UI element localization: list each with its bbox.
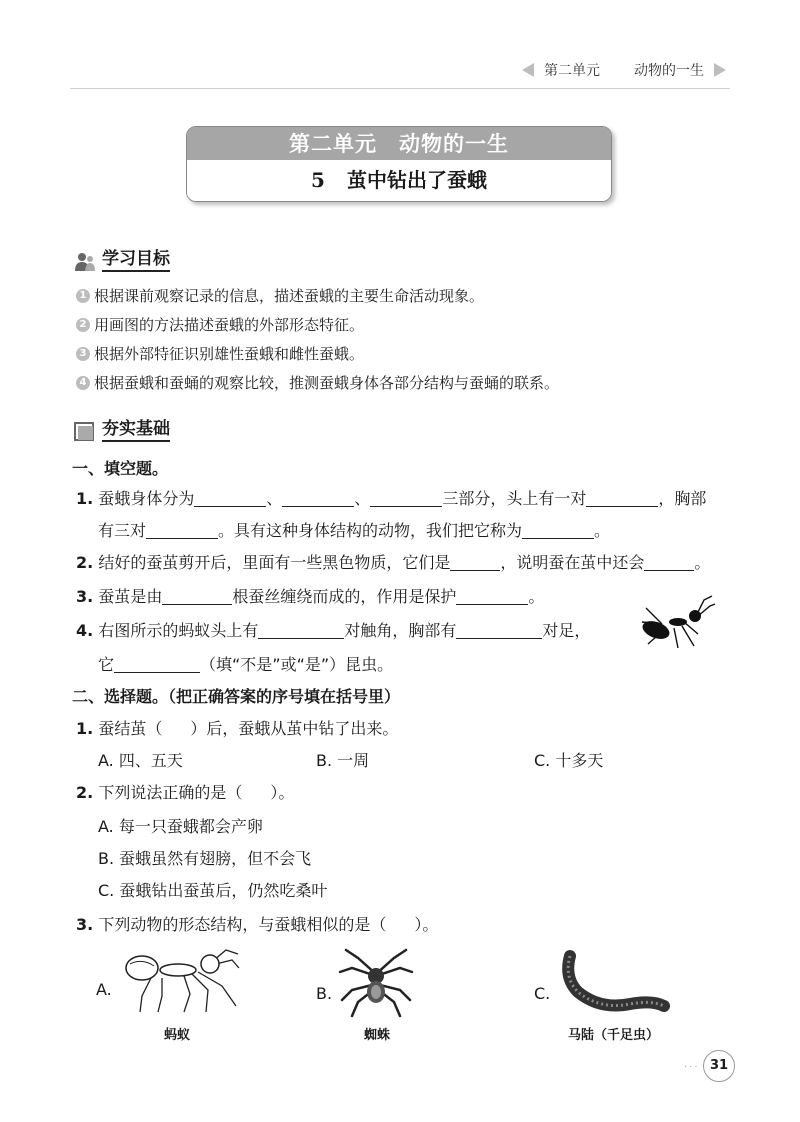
spider-image[interactable]	[338, 944, 414, 1020]
ant-caption: 蚂蚁	[164, 1028, 191, 1043]
image-option-a-letter[interactable]: A.	[96, 980, 112, 999]
ant-illustration	[638, 594, 716, 654]
answer-blank[interactable]	[586, 490, 658, 507]
objective-text: 根据蚕蛾和蚕蛹的观察比较，推测蚕蛾身体各部分结构与蚕蛹的联系。	[94, 374, 560, 392]
book-icon	[74, 422, 96, 442]
left-triangle-icon	[522, 63, 534, 77]
lesson-name: 茧中钻出了蚕蛾	[346, 168, 487, 192]
answer-blank[interactable]	[258, 622, 344, 639]
fill-question-1-cont: 有三对 。具有这种身体结构的动物，我们把它称为 。	[98, 521, 611, 540]
choice-question-2: 2. 下列说法正确的是（ ）。	[76, 783, 295, 802]
option-c[interactable]: C. 十多天	[534, 751, 604, 770]
option-c[interactable]: C. 蚕蛾钻出蚕茧后，仍然吃桑叶	[98, 881, 328, 900]
decorative-dots: ···	[684, 1062, 700, 1073]
unit-title: 第二单元 动物的一生	[187, 127, 611, 160]
objectives-label: 学习目标	[102, 244, 170, 272]
answer-blank[interactable]	[644, 554, 694, 571]
answer-blank[interactable]	[456, 622, 542, 639]
ant-image[interactable]	[122, 946, 240, 1016]
right-triangle-icon	[714, 63, 726, 77]
answer-blank[interactable]	[370, 490, 442, 507]
lesson-title	[187, 160, 611, 201]
number-badge: 1	[76, 289, 90, 303]
fill-question-2: 2. 结好的蚕茧剪开后，里面有一些黑色物质，它们是 ，说明蚕在茧中还会 。	[76, 553, 711, 572]
objective-item	[76, 372, 559, 393]
number-badge: 3	[76, 347, 90, 361]
objective-text: 根据课前观察记录的信息，描述蚕蛾的主要生命活动现象。	[94, 287, 485, 305]
choice-question-3: 3. 下列动物的形态结构，与蚕蛾相似的是（ ）。	[76, 915, 439, 934]
header-rule	[70, 88, 730, 89]
answer-blank[interactable]	[194, 490, 266, 507]
image-option-b-letter[interactable]: B.	[316, 984, 333, 1003]
objective-text: 根据外部特征识别雄性蚕蛾和雌性蚕蛾。	[94, 345, 365, 363]
number-badge: 4	[76, 376, 90, 390]
answer-blank[interactable]	[282, 490, 354, 507]
choice-question-1: 1. 蚕结茧（ ）后，蚕蛾从茧中钻了出来。	[76, 719, 399, 738]
objective-item	[76, 314, 364, 335]
answer-blank[interactable]	[456, 588, 528, 605]
option-b[interactable]: B. 一周	[316, 751, 370, 770]
millipede-caption: 马陆（千足虫）	[568, 1028, 660, 1043]
objectives-heading	[74, 244, 170, 272]
people-icon	[74, 252, 96, 272]
answer-blank[interactable]	[146, 522, 218, 539]
lesson-number: 5	[311, 168, 325, 192]
part2-heading: 二、选择题。（把正确答案的序号填在括号里）	[72, 687, 401, 706]
header-topic: 动物的一生	[634, 63, 704, 79]
fill-question-4: 4. 右图所示的蚂蚁头上有 对触角，胸部有 对足，	[76, 621, 591, 640]
objective-item	[76, 285, 484, 306]
part1-heading: 一、填空题。	[72, 459, 169, 478]
spider-caption: 蜘蛛	[364, 1028, 391, 1043]
answer-blank[interactable]	[114, 656, 200, 673]
number-badge: 2	[76, 318, 90, 332]
basics-label: 夯实基础	[102, 414, 170, 442]
objective-text: 用画图的方法描述蚕蛾的外部形态特征。	[94, 316, 365, 334]
fill-question-4-cont: 它 （填“不是”或“是”）昆虫。	[98, 655, 394, 674]
answer-blank[interactable]	[522, 522, 594, 539]
millipede-image[interactable]	[560, 948, 670, 1018]
objective-item	[76, 343, 364, 364]
page-number: 31	[703, 1050, 735, 1082]
answer-blank[interactable]	[450, 554, 500, 571]
title-box	[186, 126, 612, 202]
image-option-c-letter[interactable]: C.	[534, 984, 551, 1003]
option-b[interactable]: B. 蚕蛾虽然有翅膀，但不会飞	[98, 849, 312, 868]
header-unit: 第二单元	[544, 63, 600, 79]
answer-blank[interactable]	[162, 588, 232, 605]
fill-question-1: 1. 蚕蛾身体分为 、 、 三部分，头上有一对 ，胸部	[76, 489, 707, 508]
option-a[interactable]: A. 四、五天	[98, 751, 183, 770]
fill-question-3: 3. 蚕茧是由 根蚕丝缠绕而成的，作用是保护 。	[76, 587, 545, 606]
basics-heading	[74, 414, 170, 442]
running-header	[522, 60, 726, 80]
option-a[interactable]: A. 每一只蚕蛾都会产卵	[98, 817, 263, 836]
